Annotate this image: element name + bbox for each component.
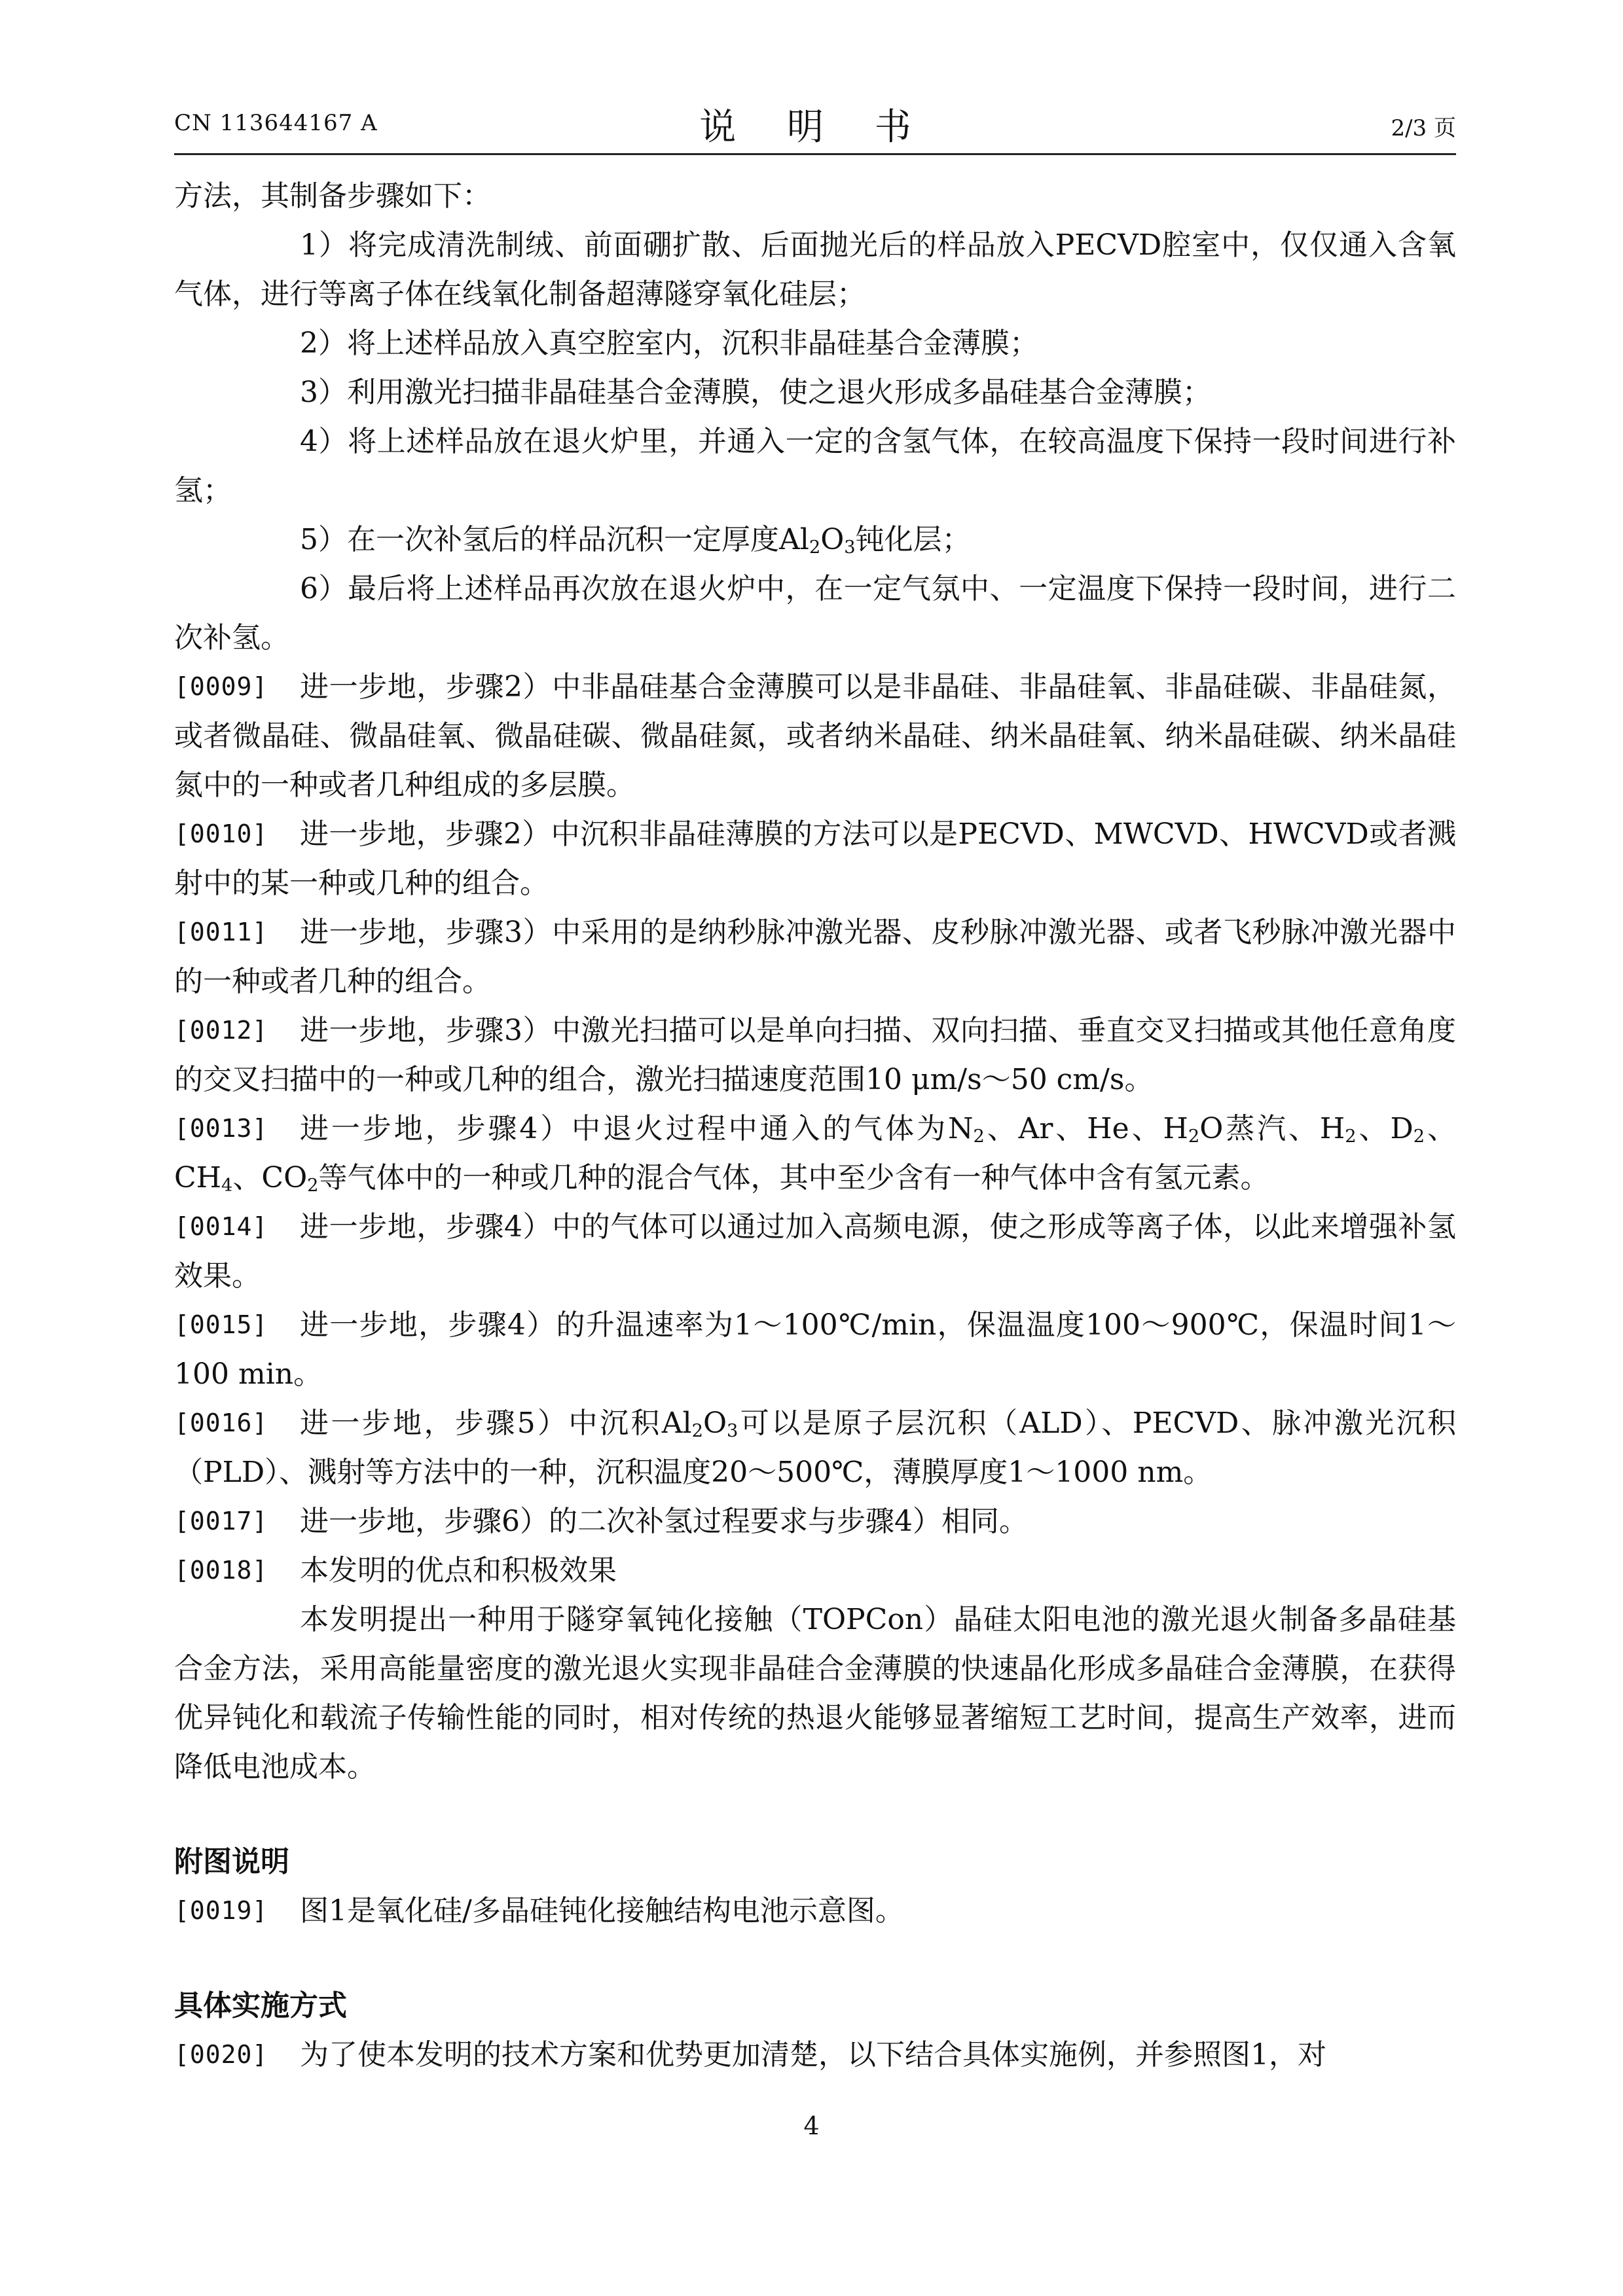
page-header	[174, 98, 1456, 151]
paragraph-text: 2）将上述样品放入真空腔室内，沉积非晶硅基合金薄膜；	[300, 327, 1038, 360]
paragraph	[174, 171, 1456, 221]
paragraph	[174, 319, 1456, 368]
paragraph	[174, 564, 1456, 662]
document-title: 说 明 书	[699, 106, 931, 149]
paragraph	[174, 221, 1456, 319]
paragraph	[174, 1546, 1456, 1595]
paragraph-0019	[174, 1886, 1456, 1935]
paragraph-text: 进一步地，步骤3）中激光扫描可以是单向扫描、双向扫描、垂直交叉扫描或其他任意角度的交叉扫描中的一种或几种的组合，激光扫描速度范围10 μm/s～50 cm/s。	[174, 1014, 1456, 1096]
paragraph-number: [0012]	[174, 1016, 268, 1045]
paragraph-number: [0018]	[174, 1556, 268, 1585]
paragraph-number: [0013]	[174, 1114, 268, 1143]
paragraph	[174, 1300, 1456, 1399]
paragraph-text: 3）利用激光扫描非晶硅基合金薄膜，使之退火形成多晶硅基合金薄膜；	[300, 376, 1211, 409]
paragraph-text: 进一步地，步骤4）中退火过程中通入的气体为$N_2$、Ar、He、$H_2O$蒸汽、$H_2$、$D_2$、$CH_4$、$CO_2$等气体中的一种或几种的混合气体，其中至少含有一种气体中含有氢元素。	[174, 1112, 1456, 1196]
paragraph	[174, 368, 1456, 417]
page-indicator: 2/3 页	[1391, 115, 1456, 141]
paragraph	[174, 1006, 1456, 1104]
document-body	[174, 171, 1456, 2079]
paragraph-text: 5）在一次补氢后的样品沉积一定厚度$Al_2O_3$钝化层；	[300, 523, 971, 558]
paragraph	[174, 1595, 1456, 1791]
paragraph-number: [0015]	[174, 1310, 268, 1339]
spacer	[174, 1791, 1456, 1837]
paragraph	[174, 810, 1456, 908]
paragraph-number: [0017]	[174, 1507, 268, 1535]
paragraph-number: [0011]	[174, 918, 268, 946]
section-heading-embodiment: 具体实施方式	[174, 1989, 347, 2022]
paragraph-text: 6）最后将上述样品再次放在退火炉中，在一定气氛中、一定温度下保持一段时间，进行二次补氢。	[174, 572, 1456, 655]
paragraph	[174, 908, 1456, 1006]
paragraph-text: 进一步地，步骤2）中沉积非晶硅薄膜的方法可以是PECVD、MWCVD、HWCVD或者溅射中的某一种或几种的组合。	[174, 817, 1456, 900]
paragraph-number: [0009]	[174, 672, 268, 701]
paragraph-text: 进一步地，步骤6）的二次补氢过程要求与步骤4）相同。	[300, 1505, 1028, 1538]
paragraph-number: [0014]	[174, 1212, 268, 1241]
paragraph-0020	[174, 2030, 1456, 2079]
paragraph-text: 图1是氧化硅/多晶硅钝化接触结构电池示意图。	[300, 1894, 904, 1928]
paragraph-text: 方法，其制备步骤如下：	[174, 179, 491, 213]
paragraph-text: 进一步地，步骤4）的升温速率为1～100℃/min，保温温度100～900℃，保温时间1～100 min。	[174, 1308, 1456, 1391]
paragraph-text: 本发明提出一种用于隧穿氧钝化接触（TOPCon）晶硅太阳电池的激光退火制备多晶硅基合金方法，采用高能量密度的激光退火实现非晶硅合金薄膜的快速晶化形成多晶硅合金薄膜，在获得优异钝化和载流子传输性能的同时，相对传统的热退火能够显著缩短工艺时间，提高生产效率，进而降低电池成本。	[174, 1603, 1456, 1784]
paragraph-text: 进一步地，步骤2）中非晶硅基合金薄膜可以是非晶硅、非晶硅氧、非晶硅碳、非晶硅氮，或者微晶硅、微晶硅氧、微晶硅碳、微晶硅氮，或者纳米晶硅、纳米晶硅氧、纳米晶硅碳、纳米晶硅氮中的一种或者几种组成的多层膜。	[174, 670, 1456, 802]
paragraph	[174, 1202, 1456, 1300]
paragraph-text: 本发明的优点和积极效果	[300, 1554, 617, 1587]
paragraph-text: 4）将上述样品放在退火炉里，并通入一定的含氢气体，在较高温度下保持一段时间进行补氢；	[174, 425, 1456, 507]
paragraph-text: 进一步地，步骤3）中采用的是纳秒脉冲激光器、皮秒脉冲激光器、或者飞秒脉冲激光器中的一种或者几种的组合。	[174, 916, 1456, 998]
section-heading-figures: 附图说明	[174, 1845, 289, 1878]
paragraph-number: [0019]	[174, 1896, 268, 1925]
publication-number: CN 113644167 A	[174, 110, 378, 136]
paragraph-number: [0010]	[174, 819, 268, 848]
spacer	[174, 1935, 1456, 1981]
paragraph	[174, 515, 1456, 564]
paragraph	[174, 1399, 1456, 1497]
paragraph-text: 进一步地，步骤4）中的气体可以通过加入高频电源，使之形成等离子体，以此来增强补氢效果。	[174, 1210, 1456, 1293]
paragraph-text: 为了使本发明的技术方案和优势更加清楚，以下结合具体实施例，并参照图1，对	[300, 2038, 1326, 2072]
paragraph	[174, 1104, 1456, 1202]
paragraph-list	[174, 171, 1456, 1791]
paragraph-number: [0016]	[174, 1408, 268, 1437]
paragraph	[174, 662, 1456, 810]
header-rule	[174, 153, 1456, 155]
paragraph	[174, 417, 1456, 515]
page-number: 4	[803, 2111, 820, 2140]
paragraph-number: [0020]	[174, 2040, 268, 2069]
paragraph	[174, 1497, 1456, 1546]
paragraph-text: 进一步地，步骤5）中沉积$Al_2O_3$可以是原子层沉积（ALD）、PECVD、脉冲激光沉积（PLD）、溅射等方法中的一种，沉积温度20～500℃，薄膜厚度1～1000 nm。	[174, 1407, 1457, 1489]
paragraph-text: 1）将完成清洗制绒、前面硼扩散、后面抛光后的样品放入PECVD腔室中，仅仅通入含氧气体，进行等离子体在线氧化制备超薄隧穿氧化硅层；	[174, 228, 1456, 311]
